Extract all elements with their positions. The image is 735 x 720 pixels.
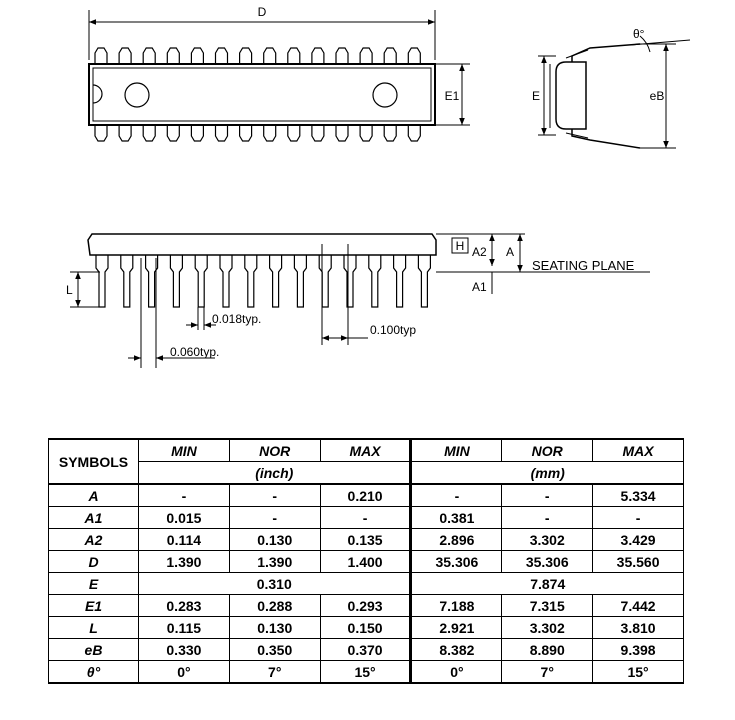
row-symbol: A2 <box>49 529 139 551</box>
pin <box>240 125 252 141</box>
dim-shoulder-width-label: 0.060typ. <box>170 345 220 359</box>
dim-e-label: E <box>531 89 541 103</box>
table-cell: 0.135 <box>320 529 411 551</box>
pin <box>408 125 420 141</box>
table-row <box>49 617 684 639</box>
table-cell: 0° <box>411 661 502 684</box>
lead <box>121 255 133 307</box>
table-cell: 7.188 <box>411 595 502 617</box>
table-cell: 8.890 <box>502 639 593 661</box>
dim-eb-label: eB <box>649 89 665 103</box>
pin <box>384 125 396 141</box>
table-cell: 0.330 <box>139 639 230 661</box>
pin <box>288 125 300 141</box>
table-row <box>49 595 684 617</box>
col-header: MAX <box>593 439 684 462</box>
symbols-header: SYMBOLS <box>49 439 139 484</box>
top-pins-upper <box>95 48 420 64</box>
col-header: NOR <box>229 439 320 462</box>
lead <box>319 255 331 307</box>
table-row <box>49 507 684 529</box>
pin <box>384 48 396 64</box>
table-cell: - <box>139 484 230 507</box>
pin <box>191 48 203 64</box>
unit-inch-header: (inch) <box>139 462 411 485</box>
lead <box>294 255 306 307</box>
dim-lead-width-label: 0.018typ. <box>212 312 262 326</box>
pin <box>119 48 131 64</box>
col-header: MIN <box>411 439 502 462</box>
h-label: H <box>455 239 465 253</box>
unit-mm-header: (mm) <box>411 462 684 485</box>
lead <box>270 255 282 307</box>
table-cell: 7.315 <box>502 595 593 617</box>
table-cell: 1.390 <box>139 551 230 573</box>
table-cell: - <box>229 484 320 507</box>
side-view <box>66 234 650 368</box>
table-cell: 15° <box>593 661 684 684</box>
table-cell: 35.306 <box>502 551 593 573</box>
pin <box>408 48 420 64</box>
table-cell: 0.370 <box>320 639 411 661</box>
dim-a2-label: A2 <box>472 245 487 259</box>
table-cell: 7° <box>229 661 320 684</box>
pin <box>167 48 179 64</box>
pin <box>167 125 179 141</box>
table-cell: 0.114 <box>139 529 230 551</box>
dim-lead-pitch-label: 0.100typ <box>370 323 417 337</box>
end-view-lead-bottom <box>572 129 640 148</box>
pin <box>360 125 372 141</box>
seating-plane-label: SEATING PLANE <box>532 258 635 273</box>
table-cell: 0.350 <box>229 639 320 661</box>
table-cell: - <box>411 484 502 507</box>
table-row <box>49 551 684 573</box>
dim-theta-label: θ° <box>633 27 645 41</box>
pin <box>360 48 372 64</box>
table-cell: 0.015 <box>139 507 230 529</box>
lead <box>220 255 232 307</box>
table-cell: 7.442 <box>593 595 684 617</box>
side-view-leads <box>96 255 430 307</box>
dim-e1-label: E1 <box>444 89 460 103</box>
dim-l-label: L <box>66 283 73 297</box>
dim-a1-label: A1 <box>472 280 487 294</box>
pin <box>119 125 131 141</box>
lead <box>344 255 356 307</box>
table-cell: 15° <box>320 661 411 684</box>
table-cell: 5.334 <box>593 484 684 507</box>
row-symbol: L <box>49 617 139 639</box>
col-header: NOR <box>502 439 593 462</box>
table-cell: 0.288 <box>229 595 320 617</box>
row-symbol: θ° <box>49 661 139 684</box>
table-cell: 0.310 <box>139 573 411 595</box>
table-cell: 2.896 <box>411 529 502 551</box>
table-cell: 3.429 <box>593 529 684 551</box>
table-cell: - <box>229 507 320 529</box>
pin <box>216 125 228 141</box>
table-cell: 0.381 <box>411 507 502 529</box>
table-cell: 0.293 <box>320 595 411 617</box>
table-row <box>49 529 684 551</box>
table-cell: 1.400 <box>320 551 411 573</box>
pin <box>264 48 276 64</box>
pin <box>95 125 107 141</box>
table-cell: 2.921 <box>411 617 502 639</box>
table-cell: 3.302 <box>502 617 593 639</box>
pin <box>191 125 203 141</box>
top-pins-lower <box>95 125 420 141</box>
table-cell: 0.210 <box>320 484 411 507</box>
pin <box>312 48 324 64</box>
lead <box>245 255 257 307</box>
table-cell: 7.874 <box>411 573 684 595</box>
lead <box>394 255 406 307</box>
row-symbol: E <box>49 573 139 595</box>
dim-a-label: A <box>506 245 515 259</box>
row-symbol: A <box>49 484 139 507</box>
table-cell: 9.398 <box>593 639 684 661</box>
table-cell: 0.150 <box>320 617 411 639</box>
col-header: MAX <box>320 439 411 462</box>
table-cell: 35.306 <box>411 551 502 573</box>
lead <box>96 255 108 307</box>
table-row <box>49 484 684 507</box>
top-view <box>89 5 470 141</box>
table-row <box>49 661 684 684</box>
pin <box>264 125 276 141</box>
table-cell: - <box>320 507 411 529</box>
table-row <box>49 573 684 595</box>
pin <box>143 125 155 141</box>
table-cell: 8.382 <box>411 639 502 661</box>
end-view-body <box>556 62 586 129</box>
table-cell: 0.283 <box>139 595 230 617</box>
row-symbol: A1 <box>49 507 139 529</box>
table-cell: 0.115 <box>139 617 230 639</box>
pin <box>288 48 300 64</box>
table-cell: 0° <box>139 661 230 684</box>
table-cell: 1.390 <box>229 551 320 573</box>
col-header: MIN <box>139 439 230 462</box>
lead <box>170 255 182 307</box>
top-view-body <box>89 64 435 125</box>
pin <box>336 48 348 64</box>
dimension-table <box>48 438 684 684</box>
pin <box>240 48 252 64</box>
row-symbol: eB <box>49 639 139 661</box>
row-symbol: D <box>49 551 139 573</box>
table-cell: 3.302 <box>502 529 593 551</box>
table-cell: 7° <box>502 661 593 684</box>
side-view-body <box>88 234 436 255</box>
end-view-lead-top <box>572 44 640 62</box>
table-cell: 0.130 <box>229 617 320 639</box>
dim-d-label: D <box>257 5 267 19</box>
end-view <box>532 27 690 148</box>
pin <box>336 125 348 141</box>
row-symbol: E1 <box>49 595 139 617</box>
pin <box>216 48 228 64</box>
lead <box>418 255 430 307</box>
table-cell: - <box>502 507 593 529</box>
pin <box>143 48 155 64</box>
table-cell: - <box>593 507 684 529</box>
lead <box>195 255 207 307</box>
table-cell: 3.810 <box>593 617 684 639</box>
lead <box>369 255 381 307</box>
pin <box>95 48 107 64</box>
table-cell: 35.560 <box>593 551 684 573</box>
pin <box>312 125 324 141</box>
table-cell: 0.130 <box>229 529 320 551</box>
table-cell: - <box>502 484 593 507</box>
table-row <box>49 639 684 661</box>
